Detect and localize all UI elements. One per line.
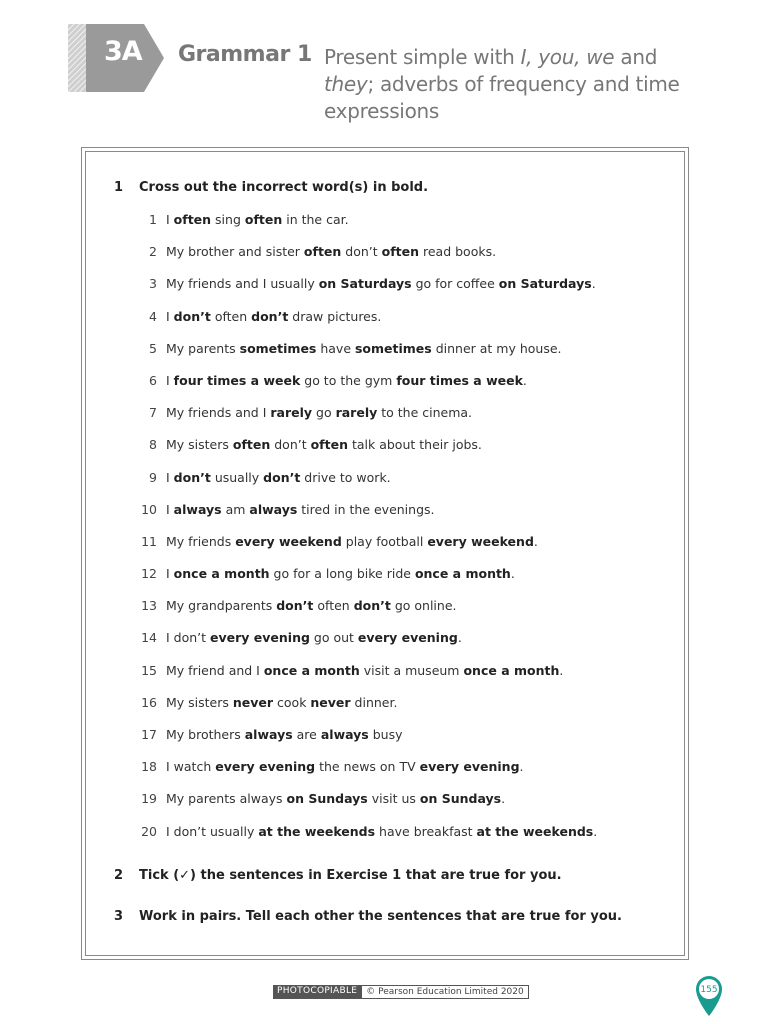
sentence-fragment: cook — [273, 694, 311, 710]
sentence-text — [166, 244, 496, 259]
sentence-fragment: often — [313, 598, 354, 614]
bold-option[interactable]: always — [320, 727, 369, 742]
sentence-fragment: often — [210, 308, 252, 324]
sentence-fragment: talk about their jobs. — [347, 437, 482, 453]
sentence-text — [166, 276, 596, 291]
sentence-number: 1 — [149, 212, 157, 227]
sentence-fragment: . — [510, 566, 515, 582]
sentence-number: 10 — [141, 501, 157, 517]
sentence-number: 4 — [149, 308, 157, 324]
sentence-number: 18 — [141, 759, 157, 775]
exercise-number: 1 — [114, 180, 124, 195]
bold-option[interactable]: every evening — [210, 630, 310, 646]
bold-option[interactable]: often — [310, 437, 348, 453]
sentence-text — [166, 534, 538, 549]
bold-option[interactable]: don’t — [353, 598, 391, 614]
bold-option[interactable]: don’t — [263, 469, 301, 485]
sentence-item — [130, 244, 670, 276]
sentence-fragment: tired in the evenings. — [297, 501, 435, 517]
bold-option[interactable]: always — [173, 501, 222, 517]
sentence-fragment: dinner. — [350, 694, 398, 710]
sentence-number: 6 — [149, 372, 157, 388]
sentence-fragment: My brother and sister — [166, 244, 304, 260]
sentence-fragment: I don’t usually — [166, 823, 259, 839]
bold-option[interactable]: once a month — [263, 662, 360, 678]
bold-option[interactable]: don’t — [276, 598, 314, 614]
bold-option[interactable]: often — [381, 244, 420, 260]
bold-option[interactable]: often — [232, 437, 271, 453]
bold-option[interactable]: at the weekends — [476, 823, 594, 839]
sentence-text — [166, 759, 524, 774]
bold-option[interactable]: often — [173, 212, 212, 227]
sentence-item — [130, 598, 670, 630]
sentence-item — [130, 405, 670, 437]
sentence-fragment: My parents always — [166, 791, 287, 807]
sentence-fragment: My brothers — [166, 727, 245, 742]
sentence-fragment: sing — [211, 212, 245, 227]
sentence-text — [166, 502, 435, 517]
sentence-fragment: draw pictures. — [288, 308, 382, 324]
bold-option[interactable]: on Sundays — [286, 791, 368, 807]
photocopiable-label: PHOTOCOPIABLE — [273, 985, 361, 999]
sentence-fragment: play football — [341, 533, 428, 549]
sentence-fragment: My grandparents — [166, 598, 277, 614]
bold-option[interactable]: often — [303, 244, 342, 260]
sentence-fragment: to the cinema. — [377, 405, 473, 421]
sentence-number: 9 — [149, 469, 157, 485]
sentence-item — [130, 824, 670, 856]
sentence-number: 14 — [141, 630, 157, 646]
sentence-fragment: My sisters — [166, 437, 233, 453]
section-title: Grammar 1 — [178, 42, 312, 67]
sentence-number: 7 — [149, 405, 157, 421]
copyright-text: © Pearson Education Limited 2020 — [361, 985, 528, 999]
sentence-item — [130, 534, 670, 566]
bold-option[interactable]: always — [244, 727, 293, 742]
sentence-fragment: My friends — [166, 533, 236, 549]
unit-code: 3A — [104, 36, 142, 67]
sentence-fragment: don’t — [270, 437, 311, 453]
sentence-fragment: have — [316, 340, 355, 356]
sentence-text — [166, 630, 462, 645]
bold-option[interactable]: once a month — [414, 566, 511, 582]
bold-option[interactable]: sometimes — [354, 340, 432, 356]
sentence-fragment: I — [166, 566, 174, 582]
sentence-fragment: go for a long bike ride — [269, 566, 415, 582]
sentence-fragment: . — [591, 276, 596, 292]
sentence-text — [166, 663, 563, 678]
sentence-item — [130, 212, 670, 244]
sentence-fragment: I don’t — [166, 630, 211, 646]
sentence-item — [130, 663, 670, 695]
sentence-text — [166, 309, 381, 324]
sentence-number: 13 — [141, 598, 157, 614]
sentence-item — [130, 276, 670, 308]
bold-option[interactable]: don’t — [173, 308, 211, 324]
footer-copyright — [273, 985, 529, 999]
bold-option[interactable]: once a month — [463, 662, 560, 678]
sentence-number: 15 — [141, 662, 157, 678]
sentence-fragment: drive to work. — [300, 469, 391, 485]
sentence-fragment: go out — [309, 630, 358, 646]
sentence-fragment: . — [533, 533, 538, 549]
bold-option[interactable]: on Sundays — [419, 791, 502, 807]
sentence-item — [130, 791, 670, 823]
bold-option[interactable]: rarely — [270, 405, 313, 421]
sentence-fragment: don’t — [341, 244, 382, 260]
bold-option[interactable]: on Saturdays — [318, 276, 412, 292]
sentence-fragment: have breakfast — [375, 823, 477, 839]
bold-option[interactable]: four times a week — [173, 372, 301, 388]
bold-option[interactable]: never — [310, 694, 351, 710]
exercise-1-heading — [114, 180, 428, 195]
sentence-fragment: dinner at my house. — [431, 340, 562, 356]
sentence-item — [130, 695, 670, 727]
sentence-text — [166, 695, 397, 710]
sentence-fragment: go online. — [390, 598, 457, 614]
exercise-1-items — [130, 212, 670, 856]
sentence-text — [166, 373, 527, 388]
sentence-fragment: visit us — [367, 791, 420, 807]
sentence-number: 12 — [141, 566, 157, 582]
sentence-item — [130, 309, 670, 341]
sentence-number: 11 — [141, 533, 157, 549]
sentence-text — [166, 824, 597, 839]
sentence-text — [166, 470, 391, 485]
sentence-fragment: usually — [210, 469, 264, 485]
sentence-fragment: am — [221, 501, 250, 517]
exercise-2-heading — [114, 868, 562, 883]
sentence-fragment: . — [457, 630, 462, 646]
bold-option[interactable]: every evening — [419, 759, 520, 775]
sentence-fragment: are — [292, 727, 321, 742]
sentence-number: 2 — [149, 244, 157, 260]
sentence-fragment: I — [166, 308, 174, 324]
sentence-number: 17 — [141, 727, 157, 742]
sentence-item — [130, 759, 670, 791]
section-subtitle: Present simple with I, you, we and they; adverbs of frequency and time expressions — [324, 45, 680, 123]
sentence-text — [166, 212, 349, 227]
sentence-item — [130, 470, 670, 502]
sentence-number: 8 — [149, 437, 157, 453]
sentence-item — [130, 502, 670, 534]
bold-option[interactable]: don’t — [173, 469, 211, 485]
bold-option[interactable]: on Saturdays — [498, 276, 592, 292]
sentence-fragment: My sisters — [166, 694, 233, 710]
sentence-text — [166, 405, 472, 420]
sentence-fragment: the news on TV — [315, 759, 420, 775]
bold-option[interactable]: every weekend — [427, 533, 534, 549]
sentence-text — [166, 791, 505, 806]
sentence-text — [166, 598, 457, 613]
bold-option[interactable]: at the weekends — [258, 823, 376, 839]
sentence-fragment: My friend and I — [166, 662, 264, 678]
sentence-fragment: busy — [368, 727, 403, 742]
sentence-fragment: read books. — [419, 244, 497, 260]
sentence-fragment: go for coffee — [411, 276, 499, 292]
bold-option[interactable]: never — [232, 694, 274, 710]
sentence-text — [166, 341, 562, 356]
sentence-item — [130, 566, 670, 598]
page-number: 155 — [700, 985, 718, 995]
sentence-fragment: . — [522, 372, 527, 388]
sentence-fragment: I — [166, 501, 174, 517]
page-number-pin-icon — [692, 972, 726, 1018]
sentence-fragment: I — [166, 372, 174, 388]
sentence-number: 20 — [141, 823, 157, 839]
exercise-instruction: Cross out the incorrect word(s) in bold. — [139, 180, 429, 195]
sentence-fragment: . — [501, 791, 506, 807]
sentence-item — [130, 437, 670, 469]
exercise-number: 3 — [114, 909, 124, 924]
sentence-fragment: I watch — [166, 759, 216, 775]
sentence-number: 5 — [149, 340, 157, 356]
bold-option[interactable]: rarely — [335, 405, 378, 421]
sentence-fragment: I — [166, 469, 174, 485]
exercise-3-heading — [114, 909, 622, 924]
bold-option[interactable]: sometimes — [239, 340, 317, 356]
bold-option[interactable]: once a month — [173, 566, 270, 582]
bold-option[interactable]: don’t — [251, 308, 289, 324]
sentence-fragment: go — [312, 405, 336, 421]
sentence-item — [130, 727, 670, 759]
sentence-fragment: in the car. — [282, 212, 349, 227]
sentence-number: 3 — [149, 276, 157, 292]
sentence-fragment: I — [166, 212, 174, 227]
bold-option[interactable]: often — [244, 212, 283, 227]
exercise-number: 2 — [114, 868, 124, 883]
bold-option[interactable]: every weekend — [235, 533, 342, 549]
sentence-item — [130, 373, 670, 405]
sentence-number: 16 — [141, 694, 157, 710]
sentence-fragment: My friends and I — [166, 405, 271, 421]
sentence-text — [166, 566, 515, 581]
sentence-item — [130, 341, 670, 373]
sentence-text — [166, 437, 482, 452]
sentence-fragment: My parents — [166, 340, 240, 356]
sentence-fragment: visit a museum — [359, 662, 464, 678]
bold-option[interactable]: always — [249, 501, 298, 517]
sentence-number: 19 — [141, 791, 157, 807]
bold-option[interactable]: every evening — [357, 630, 458, 646]
exercise-instruction: Tick (✓) the sentences in Exercise 1 that are true for you. — [139, 868, 562, 883]
sentence-fragment: My friends and I usually — [166, 276, 319, 292]
sentence-item — [130, 630, 670, 662]
bold-option[interactable]: four times a week — [396, 372, 523, 388]
bold-option[interactable]: every evening — [215, 759, 316, 775]
exercise-instruction: Work in pairs. Tell each other the sentences that are true for you. — [139, 909, 622, 924]
sentence-text — [166, 727, 403, 742]
sentence-fragment: go to the gym — [300, 372, 397, 388]
sentence-fragment: . — [519, 759, 524, 775]
sentence-fragment: . — [559, 662, 564, 678]
sentence-fragment: . — [593, 823, 598, 839]
